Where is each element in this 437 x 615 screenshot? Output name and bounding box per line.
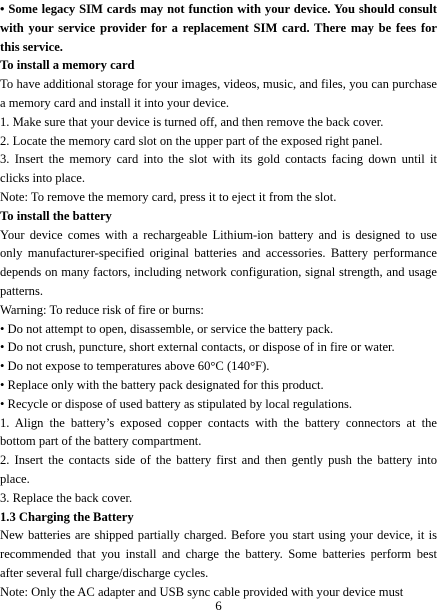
battery-step-2: 2. Insert the contacts side of the battery first and then gently push the battery into place. <box>0 453 437 486</box>
battery-bullet-2: • Do not crush, puncture, short external contacts, or dispose of in fire or water. <box>0 340 395 355</box>
charging-note: Note: Only the AC adapter and USB sync cable provided with your device must <box>0 584 404 599</box>
charging-heading: 1.3 Charging the Battery <box>0 509 134 524</box>
memory-card-heading: To install a memory card <box>0 58 135 73</box>
battery-bullet-1: • Do not attempt to open, disassemble, or service the battery pack. <box>0 321 334 336</box>
battery-heading: To install the battery <box>0 208 112 223</box>
memory-card-step-2: 2. Locate the memory card slot on the upper part of the exposed right panel. <box>0 133 383 148</box>
battery-bullet-3: • Do not expose to temperatures above 60°C (140°F). <box>0 359 270 374</box>
battery-warning: Warning: To reduce risk of fire or burns: <box>0 302 204 317</box>
sim-card-notice: • Some legacy SIM cards may not function with your device. You should consult with your service provider for a replacement SIM card. There may be fees for this service. <box>0 2 437 54</box>
memory-card-note: Note: To remove the memory card, press it to eject it from the slot. <box>0 189 337 204</box>
battery-bullet-5: • Recycle or dispose of used battery as stipulated by local regulations. <box>0 396 353 411</box>
charging-intro: New batteries are shipped partially charged. Before you start using your device, it is recommended that you install and charge the battery. Some batteries perform best after several full charge/discharge cycles. <box>0 528 437 580</box>
battery-intro: Your device comes with a rechargeable Lithium-ion battery and is designed to use only manufacturer-specified original batteries and accessories. Battery performance depends on many factors, including network configuration, signal strength, and usage patterns. <box>0 227 437 298</box>
memory-card-intro: To have additional storage for your images, videos, music, and files, you can purchase a memory card and install it into your device. <box>0 77 437 110</box>
battery-step-1: 1. Align the battery’s exposed copper contacts with the battery connectors at the bottom part of the battery compartment. <box>0 415 437 449</box>
page-number: 6 <box>215 598 222 613</box>
battery-bullet-4: • Replace only with the battery pack designated for this product. <box>0 377 324 392</box>
battery-step-3: 3. Replace the back cover. <box>0 490 133 505</box>
memory-card-step-1: 1. Make sure that your device is turned off, and then remove the back cover. <box>0 114 384 129</box>
memory-card-step-3: 3. Insert the memory card into the slot with its gold contacts facing down until it clicks into place. <box>0 152 437 186</box>
